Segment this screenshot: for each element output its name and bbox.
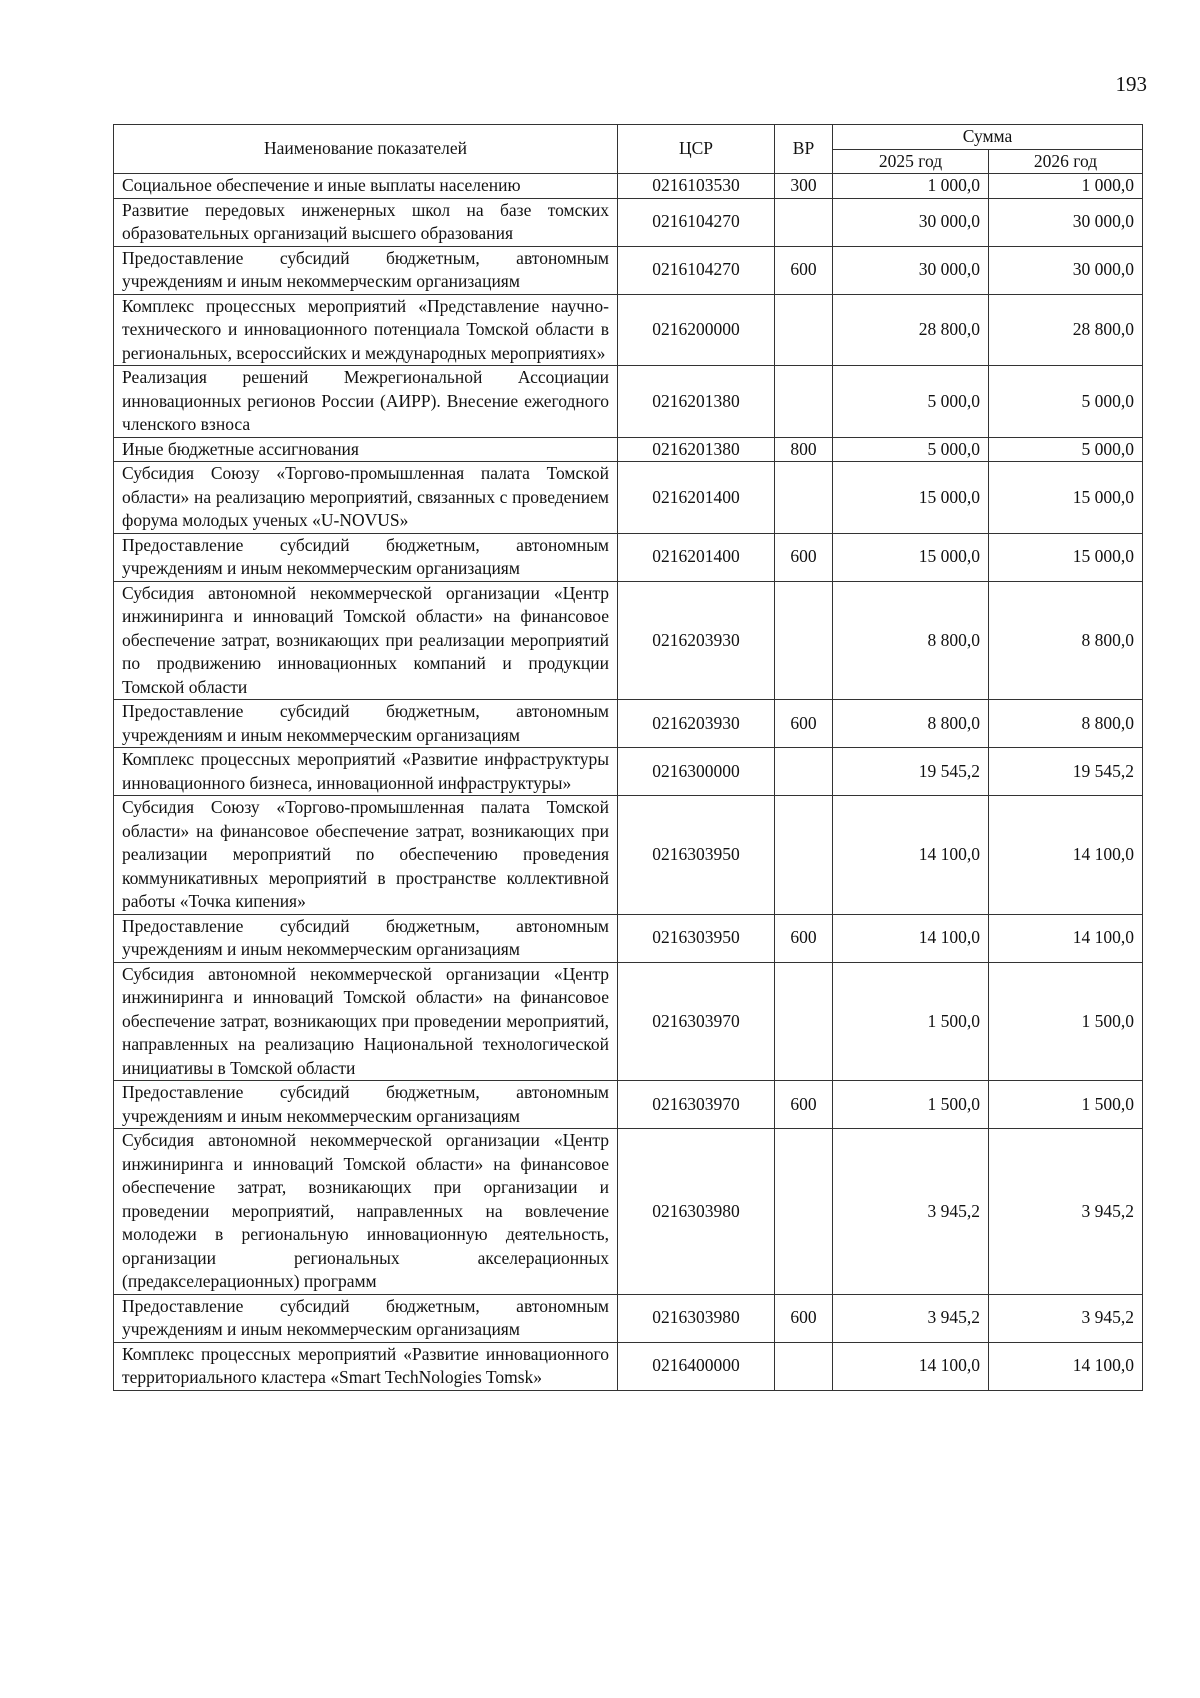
row-name: Развитие передовых инженерных школ на базе томских образовательных организаций высшего образования [114,198,618,246]
row-csr: 0216201400 [618,533,775,581]
row-name: Предоставление субсидий бюджетным, автономным учреждениям и иным некоммерческим организациям [114,246,618,294]
row-vr [775,748,833,796]
row-sum-2025: 28 800,0 [833,294,989,366]
row-sum-2025: 1 500,0 [833,1081,989,1129]
row-sum-2025: 15 000,0 [833,533,989,581]
row-name: Предоставление субсидий бюджетным, автономным учреждениям и иным некоммерческим организациям [114,914,618,962]
table-row [114,366,1143,438]
row-sum-2025: 3 945,2 [833,1294,989,1342]
row-name: Субсидия автономной некоммерческой организации «Центр инжиниринга и инноваций Томской области» на финансовое обеспечение затрат, возникающих при проведении мероприятий, направленных на реализацию Национальной технологической инициативы в Томской области [114,962,618,1081]
row-csr: 0216303980 [618,1294,775,1342]
table-row [114,1342,1143,1390]
table-row [114,462,1143,534]
row-sum-2026: 14 100,0 [989,914,1143,962]
row-vr [775,1342,833,1390]
row-csr: 0216303970 [618,962,775,1081]
row-sum-2025: 1 500,0 [833,962,989,1081]
row-csr: 0216303980 [618,1129,775,1295]
row-sum-2026: 3 945,2 [989,1129,1143,1295]
table-row [114,700,1143,748]
row-sum-2026: 1 500,0 [989,1081,1143,1129]
row-name: Субсидия автономной некоммерческой организации «Центр инжиниринга и инноваций Томской области» на финансовое обеспечение затрат, возникающих при реализации мероприятий по продвижению инновационных компаний и продукции Томской области [114,581,618,700]
row-csr: 0216303970 [618,1081,775,1129]
row-csr: 0216201380 [618,366,775,438]
row-csr: 0216103530 [618,174,775,199]
table-row [114,581,1143,700]
table-row [114,198,1143,246]
row-sum-2026: 5 000,0 [989,366,1143,438]
row-sum-2025: 8 800,0 [833,581,989,700]
row-vr: 600 [775,533,833,581]
row-csr: 0216203930 [618,700,775,748]
row-csr: 0216300000 [618,748,775,796]
row-sum-2026: 1 000,0 [989,174,1143,199]
row-sum-2026: 1 500,0 [989,962,1143,1081]
table-row [114,914,1143,962]
row-sum-2025: 5 000,0 [833,437,989,462]
table-row [114,533,1143,581]
table-header [114,125,1143,174]
page-number: 193 [1115,72,1147,96]
row-vr [775,294,833,366]
row-csr: 0216200000 [618,294,775,366]
row-csr: 0216104270 [618,246,775,294]
row-sum-2025: 1 000,0 [833,174,989,199]
row-sum-2026: 30 000,0 [989,246,1143,294]
row-sum-2025: 5 000,0 [833,366,989,438]
row-vr: 600 [775,700,833,748]
row-name: Реализация решений Межрегиональной Ассоциации инновационных регионов России (АИРР). Внесение ежегодного членского взноса [114,366,618,438]
row-sum-2026: 8 800,0 [989,581,1143,700]
row-vr: 600 [775,1081,833,1129]
row-sum-2026: 14 100,0 [989,796,1143,915]
header-vr: ВР [775,125,833,174]
row-csr: 0216400000 [618,1342,775,1390]
header-csr: ЦСР [618,125,775,174]
table-row [114,437,1143,462]
row-vr: 600 [775,1294,833,1342]
row-sum-2025: 14 100,0 [833,1342,989,1390]
row-sum-2025: 30 000,0 [833,198,989,246]
row-vr [775,581,833,700]
row-sum-2025: 3 945,2 [833,1129,989,1295]
header-year-2025: 2025 год [833,149,989,174]
row-name: Предоставление субсидий бюджетным, автономным учреждениям и иным некоммерческим организациям [114,1294,618,1342]
row-sum-2026: 28 800,0 [989,294,1143,366]
row-vr [775,796,833,915]
row-sum-2025: 15 000,0 [833,462,989,534]
row-csr: 0216201380 [618,437,775,462]
row-sum-2025: 8 800,0 [833,700,989,748]
table-row [114,246,1143,294]
row-csr: 0216104270 [618,198,775,246]
row-sum-2026: 5 000,0 [989,437,1143,462]
row-name: Субсидия Союзу «Торгово-промышленная палата Томской области» на финансовое обеспечение затрат, возникающих при реализации мероприятий по обеспечению проведения коммуникативных мероприятий в пространстве коллективной работы «Точка кипения» [114,796,618,915]
row-name: Предоставление субсидий бюджетным, автономным учреждениям и иным некоммерческим организациям [114,700,618,748]
table-row [114,796,1143,915]
row-vr [775,366,833,438]
row-name: Комплекс процессных мероприятий «Развитие инновационного территориального кластера «Smart TechNologies Tomsk» [114,1342,618,1390]
row-vr: 300 [775,174,833,199]
row-csr: 0216303950 [618,796,775,915]
table-body [114,174,1143,1391]
row-sum-2026: 8 800,0 [989,700,1143,748]
row-name: Предоставление субсидий бюджетным, автономным учреждениям и иным некоммерческим организациям [114,533,618,581]
row-name: Субсидия Союзу «Торгово-промышленная палата Томской области» на реализацию мероприятий, связанных с проведением форума молодых ученых «U-NOVUS» [114,462,618,534]
table-row [114,1081,1143,1129]
table-row [114,1129,1143,1295]
row-sum-2025: 30 000,0 [833,246,989,294]
table-row [114,174,1143,199]
row-name: Комплекс процессных мероприятий «Развитие инфраструктуры инновационного бизнеса, инновационной инфраструктуры» [114,748,618,796]
row-vr [775,462,833,534]
row-sum-2025: 19 545,2 [833,748,989,796]
row-name: Субсидия автономной некоммерческой организации «Центр инжиниринга и инноваций Томской области» на финансовое обеспечение затрат, возникающих при организации и проведении мероприятий, направленных на вовлечение молодежи в региональную инновационную деятельность, организации региональных акселерационных (предакселерационных) программ [114,1129,618,1295]
row-vr [775,1129,833,1295]
row-sum-2026: 14 100,0 [989,1342,1143,1390]
row-vr [775,962,833,1081]
row-sum-2026: 30 000,0 [989,198,1143,246]
row-name: Иные бюджетные ассигнования [114,437,618,462]
row-sum-2026: 19 545,2 [989,748,1143,796]
row-sum-2026: 15 000,0 [989,462,1143,534]
row-csr: 0216203930 [618,581,775,700]
row-name: Комплекс процессных мероприятий «Представление научно-технического и инновационного потенциала Томской области в региональных, всероссийских и международных мероприятиях» [114,294,618,366]
row-vr: 600 [775,914,833,962]
table-row [114,294,1143,366]
row-sum-2026: 15 000,0 [989,533,1143,581]
row-csr: 0216303950 [618,914,775,962]
table-row [114,1294,1143,1342]
header-year-2026: 2026 год [989,149,1143,174]
row-name: Предоставление субсидий бюджетным, автономным учреждениям и иным некоммерческим организациям [114,1081,618,1129]
row-vr: 600 [775,246,833,294]
table-row [114,748,1143,796]
table-row [114,962,1143,1081]
row-sum-2026: 3 945,2 [989,1294,1143,1342]
budget-table [113,124,1143,1391]
row-vr: 800 [775,437,833,462]
row-vr [775,198,833,246]
row-name: Социальное обеспечение и иные выплаты населению [114,174,618,199]
row-csr: 0216201400 [618,462,775,534]
header-sum: Сумма [833,125,1143,150]
header-name: Наименование показателей [114,125,618,174]
row-sum-2025: 14 100,0 [833,796,989,915]
row-sum-2025: 14 100,0 [833,914,989,962]
